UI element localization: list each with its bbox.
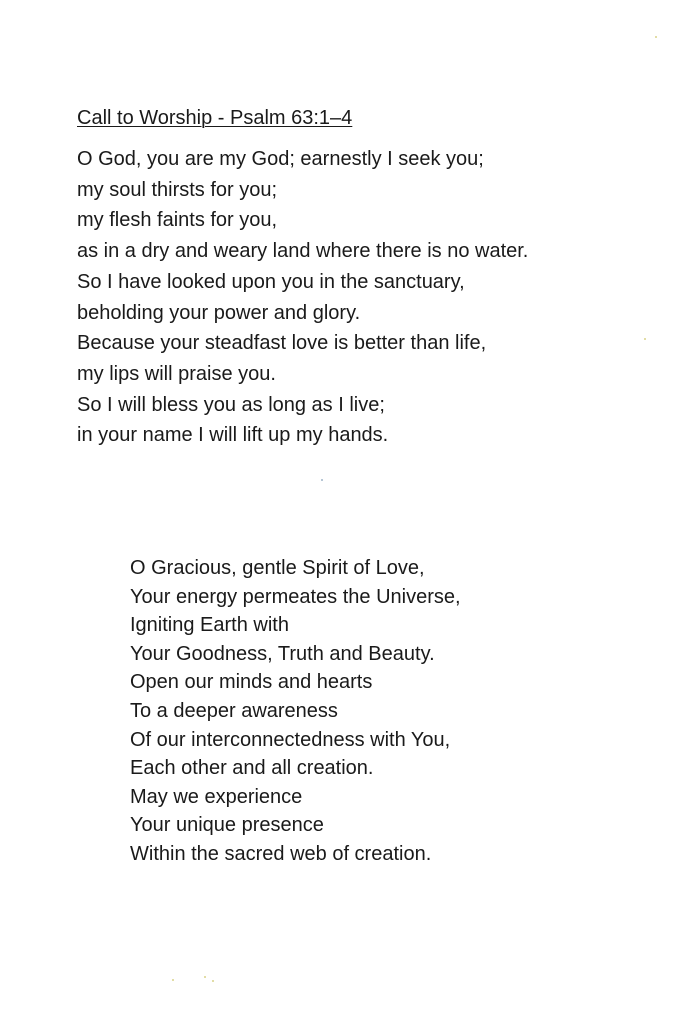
psalm-line: So I have looked upon you in the sanctuary, [77,270,465,293]
prayer-text-block [130,554,461,869]
scan-speck [212,980,214,982]
prayer-line: Igniting Earth with [130,614,289,637]
prayer-line: Your Goodness, Truth and Beauty. [130,642,435,665]
psalm-line: So I will bless you as long as I live; [77,393,385,416]
prayer-line: Your energy permeates the Universe, [130,585,461,608]
psalm-line: as in a dry and weary land where there is no water. [77,240,529,263]
prayer-line: Of our interconnectedness with You, [130,728,451,751]
psalm-line: Because your steadfast love is better than life, [77,332,487,355]
prayer-line: May we experience [130,785,303,808]
prayer-line: To a deeper awareness [130,699,338,722]
scan-speck [321,479,323,481]
prayer-line: O Gracious, gentle Spirit of Love, [130,557,425,579]
scan-speck [204,976,206,978]
prayer-line: Your unique presence [130,814,324,837]
psalm-line: my flesh faints for you, [77,209,278,232]
prayer-line: Each other and all creation. [130,757,374,780]
scan-speck [655,36,657,38]
call-to-worship-heading: Call to Worship - Psalm 63:1–4 [77,107,353,129]
scan-speck [172,979,174,981]
prayer-line: Within the sacred web of creation. [130,842,432,865]
scan-speck [644,338,646,340]
psalm-line: my soul thirsts for you; [77,178,278,201]
psalm-line: O God, you are my God; earnestly I seek you; [77,148,484,170]
psalm-text-block [77,144,528,451]
psalm-line: beholding your power and glory. [77,301,361,324]
psalm-line: in your name I will lift up my hands. [77,424,389,447]
psalm-line: my lips will praise you. [77,362,276,385]
prayer-line: Open our minds and hearts [130,671,373,694]
